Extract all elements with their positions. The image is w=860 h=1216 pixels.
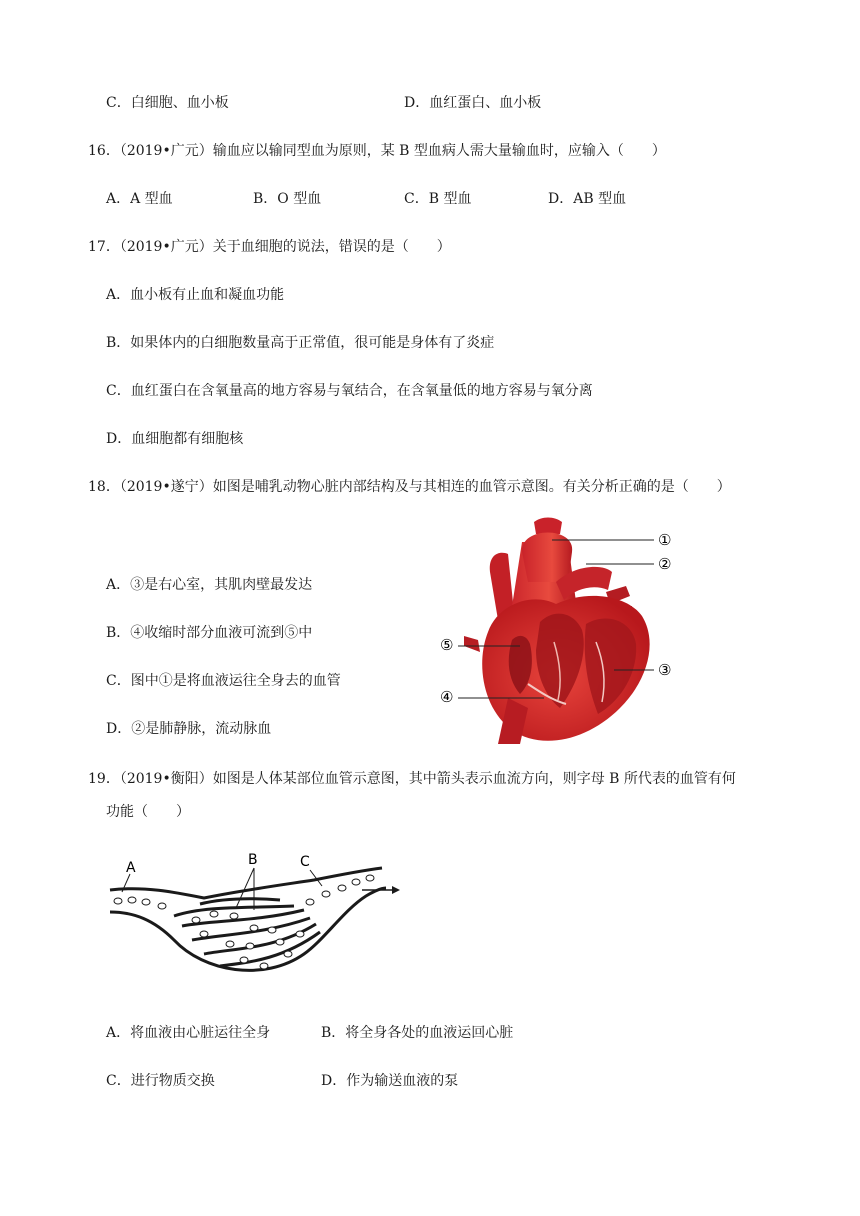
q19-stem-line1: 19．（2019•衡阳）如图是人体某部位血管示意图，其中箭头表示血流方向，则字母 B 所代表的血管有何 <box>88 771 736 787</box>
q19-option-d: D．作为输送血液的泵 <box>321 1073 459 1089</box>
heart-label-1: ① <box>658 531 672 549</box>
blood-vessel-diagram <box>104 850 404 990</box>
q17-option-c: C．血红蛋白在含氧量高的地方容易与氧结合，在含氧量低的地方容易与氧分离 <box>106 383 593 399</box>
q19-option-c: C．进行物质交换 <box>106 1073 215 1089</box>
q18-stem: 18．（2019•遂宁）如图是哺乳动物心脏内部结构及与其相连的血管示意图。有关分析正确的是（ ） <box>88 479 731 495</box>
heart-diagram <box>436 512 686 744</box>
heart-label-3: ③ <box>658 661 672 679</box>
q18-option-b: B．④收缩时部分血液可流到⑤中 <box>106 625 313 641</box>
q18-option-a: A．③是右心室，其肌肉壁最发达 <box>106 577 313 593</box>
heart-label-2: ② <box>658 555 672 573</box>
vessel-label-c: C <box>300 854 310 870</box>
q17-option-d: D．血细胞都有细胞核 <box>106 431 244 447</box>
q18-option-c: C．图中①是将血液运往全身去的血管 <box>106 673 341 689</box>
q16-stem: 16．（2019•广元）输血应以输同型血为原则，某 B 型血病人需大量输血时，应输入（ ） <box>88 143 666 159</box>
q17-option-a: A．血小板有止血和凝血功能 <box>106 287 285 303</box>
q16-option-d: D．AB 型血 <box>548 191 627 207</box>
q16-option-c: C．B 型血 <box>404 191 472 207</box>
q16-option-a: A．A 型血 <box>106 191 173 207</box>
q18-option-d: D．②是肺静脉，流动脉血 <box>106 721 272 737</box>
q17-stem: 17．（2019•广元）关于血细胞的说法，错误的是（ ） <box>88 239 451 255</box>
q19-stem-line2: 功能（ ） <box>106 804 190 820</box>
vessel-label-a: A <box>126 860 136 876</box>
q15-option-c: C．白细胞、血小板 <box>106 95 229 111</box>
vessel-label-b: B <box>248 852 258 868</box>
heart-label-5: ⑤ <box>440 636 454 654</box>
q17-option-b: B．如果体内的白细胞数量高于正常值，很可能是身体有了炎症 <box>106 335 495 351</box>
q19-option-b: B．将全身各处的血液运回心脏 <box>321 1025 514 1041</box>
q19-option-a: A．将血液由心脏运往全身 <box>106 1025 271 1041</box>
q16-option-b: B．O 型血 <box>253 191 322 207</box>
heart-label-4: ④ <box>440 688 454 706</box>
q15-option-d: D．血红蛋白、血小板 <box>404 95 542 111</box>
